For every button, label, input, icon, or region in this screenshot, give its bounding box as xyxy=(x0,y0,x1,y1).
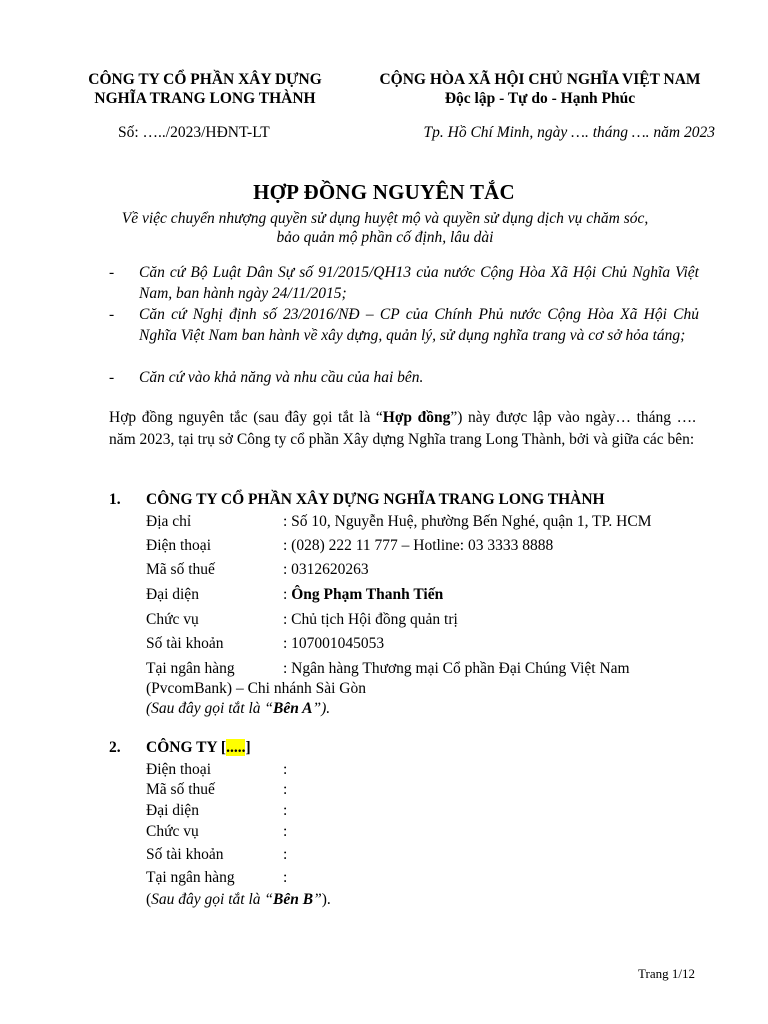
field-value: Ông Phạm Thanh Tiến xyxy=(291,586,444,603)
field-value: : 107001045053 xyxy=(283,635,385,652)
party-b-name-prefix: CÔNG TY [ xyxy=(146,739,227,756)
alias-text: (Sau đây gọi tắt là “ xyxy=(146,700,274,717)
party-a-bank-continuation: (PvcomBank) – Chi nhánh Sài Gòn xyxy=(146,680,366,697)
alias-close-quote: ” xyxy=(313,891,322,908)
company-header xyxy=(60,70,350,108)
bullet-dash: - xyxy=(109,369,115,386)
company-name-line2: NGHĨA TRANG LONG THÀNH xyxy=(94,90,316,107)
party-a-name: CÔNG TY CỔ PHẦN XÂY DỰNG NGHĨA TRANG LONG THÀNH xyxy=(146,491,605,508)
bullet-dash: - xyxy=(109,264,115,281)
intro-contract-term: Hợp đồng xyxy=(382,409,451,426)
party-a-number: 1. xyxy=(109,491,121,508)
field-label: Đại diện xyxy=(146,586,199,603)
bullet-dash: - xyxy=(109,306,115,323)
party-a-alias xyxy=(146,699,330,719)
party-b-account-row xyxy=(146,845,287,865)
party-a-representative-row xyxy=(146,585,443,605)
party-b-position-row xyxy=(146,822,287,842)
party-b-phone-row xyxy=(146,760,287,780)
legal-basis-text: Căn cứ Nghị định số 23/2016/NĐ – CP của Chính Phủ nước Cộng Hòa Xã Hội Chủ Nghĩa Việt Nam ban hành về xây dựng, quản lý, sử dụng nghĩa trang và cơ sở hỏa táng; xyxy=(139,306,699,344)
document-number: Số: …../2023/HĐNT-LT xyxy=(118,124,270,141)
party-a-account-row xyxy=(146,634,384,654)
field-label: Điện thoại xyxy=(146,761,211,778)
nation-name: CỘNG HÒA XÃ HỘI CHỦ NGHĨA VIỆT NAM xyxy=(379,71,701,88)
legal-basis-item xyxy=(109,262,699,304)
page-number: Trang 1/12 xyxy=(638,966,695,981)
field-colon: : xyxy=(283,802,288,819)
field-label: Điện thoại xyxy=(146,537,211,554)
intro-text-1: Hợp đồng nguyên tắc (sau đây gọi tắt là “ xyxy=(109,409,383,426)
field-label: Mã số thuế xyxy=(146,561,215,578)
field-label: Chức vụ xyxy=(146,823,199,840)
field-colon: : xyxy=(283,781,288,798)
party-b-name-placeholder: ..... xyxy=(226,739,246,756)
field-value: : (028) 222 11 777 – Hotline: 03 3333 8888 xyxy=(283,537,554,554)
alias-text-end: ”). xyxy=(312,700,331,717)
legal-basis-item xyxy=(109,367,699,388)
party-b-representative-row xyxy=(146,801,287,821)
field-label: Tại ngân hàng xyxy=(146,660,235,677)
document-subtitle xyxy=(60,209,710,247)
field-colon: : xyxy=(283,761,288,778)
intro-paragraph xyxy=(109,407,696,450)
subtitle-line1: Về việc chuyển nhượng quyền sử dụng huyệt mộ và quyền sử dụng dịch vụ chăm sóc, xyxy=(121,210,649,227)
alias-term: Bên B xyxy=(273,891,314,908)
national-motto: Độc lập - Tự do - Hạnh Phúc xyxy=(444,90,636,107)
party-a-address-row xyxy=(146,512,652,532)
party-a-phone-row xyxy=(146,536,553,556)
place-date: Tp. Hồ Chí Minh, ngày …. tháng …. năm 2023 xyxy=(423,124,715,141)
party-b-name-suffix: ] xyxy=(245,739,251,756)
legal-basis-text: Căn cứ vào khả năng và nhu cầu của hai bên. xyxy=(139,369,424,386)
field-label: Số tài khoản xyxy=(146,635,224,652)
legal-basis-text: Căn cứ Bộ Luật Dân Sự số 91/2015/QH13 của nước Cộng Hòa Xã Hội Chủ Nghĩa Việt Nam, ban hành ngày 24/11/2015; xyxy=(139,264,699,302)
party-a-position-row xyxy=(146,610,458,630)
intro-text-2: ”) này được lập vào ngày… tháng …. năm 2023, tại trụ sở Công ty cổ phần Xây dựng Nghĩa trang Long Thành, bởi và giữa các bên: xyxy=(109,409,697,448)
party-b-number: 2. xyxy=(109,739,121,756)
document-title: HỢP ĐỒNG NGUYÊN TẮC xyxy=(253,180,515,204)
field-label: Chức vụ xyxy=(146,611,199,628)
field-label: Địa chỉ xyxy=(146,513,192,530)
party-b-bank-row xyxy=(146,868,287,888)
subtitle-line2: bảo quản mộ phần cố định, lâu dài xyxy=(276,229,494,246)
field-value: : Ngân hàng Thương mại Cổ phần Đại Chúng Việt Nam xyxy=(283,660,630,677)
alias-open-paren: ( xyxy=(146,891,152,908)
legal-basis-item xyxy=(109,304,699,346)
field-colon: : xyxy=(283,823,288,840)
field-colon: : xyxy=(283,869,288,886)
party-a-tax-row xyxy=(146,560,369,580)
field-label: Mã số thuế xyxy=(146,781,215,798)
alias-text-end: ). xyxy=(321,891,331,908)
field-value: : Chủ tịch Hội đồng quản trị xyxy=(283,611,458,628)
party-b-tax-row xyxy=(146,780,287,800)
company-name-line1: CÔNG TY CỔ PHẦN XÂY DỰNG xyxy=(88,71,322,88)
party-b-name xyxy=(146,739,251,757)
alias-term: Bên A xyxy=(273,700,313,717)
nation-header xyxy=(355,70,725,108)
field-value: : 0312620263 xyxy=(283,561,369,578)
field-label: Đại diện xyxy=(146,802,199,819)
field-label: Số tài khoản xyxy=(146,846,224,863)
alias-text: Sau đây gọi tắt là “ xyxy=(151,891,274,908)
field-value: : Số 10, Nguyễn Huệ, phường Bến Nghé, quận 1, TP. HCM xyxy=(283,513,652,530)
field-colon: : xyxy=(283,586,292,603)
field-colon: : xyxy=(283,846,288,863)
party-a-bank-row xyxy=(146,659,630,679)
field-label: Tại ngân hàng xyxy=(146,869,235,886)
party-b-alias xyxy=(146,890,331,910)
